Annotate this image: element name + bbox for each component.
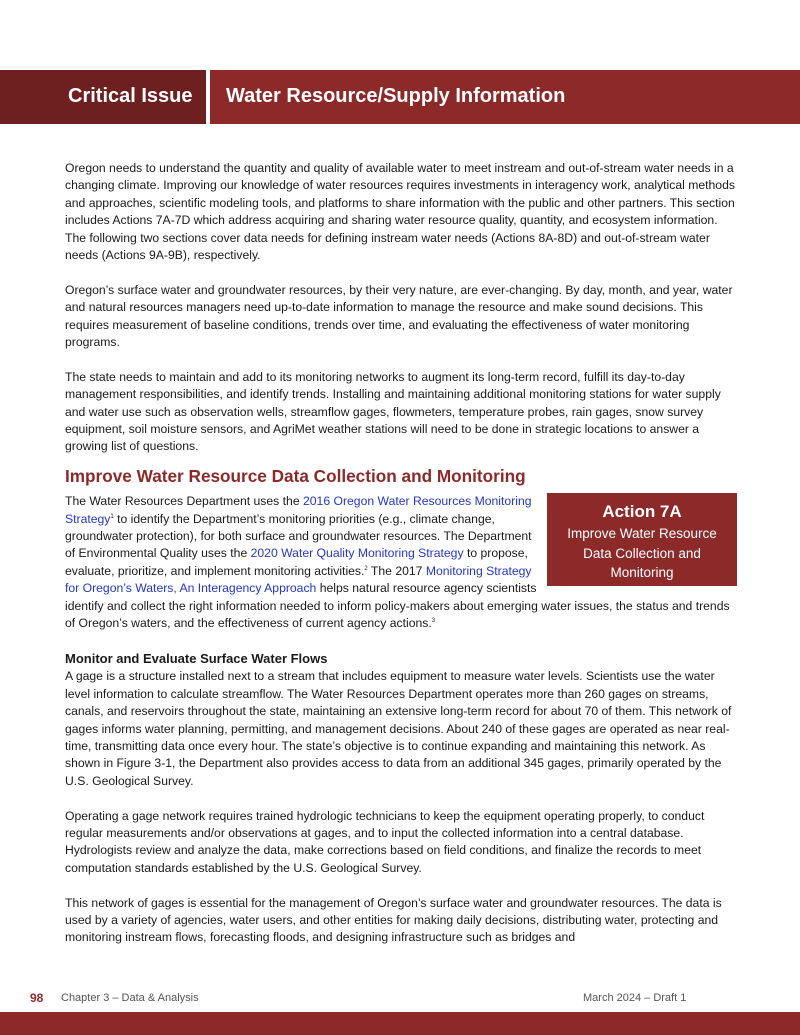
water-quality-strategy-2020-link[interactable]: 2020 Water Quality Monitoring Strategy [250, 546, 464, 561]
intro-paragraph-3: The state needs to maintain and add to its monitoring networks to augment its long-term record, fulfill its day-to-day management responsibilities, and identify trends. Installing and maintaining additional monitoring stations for water supply and water use such as observation wells, streamflow gages, flowmeters, temperature probes, rain gages, snow survey equipment, soil moisture sensors, and AgriMet weather stations will need to be done in strategic locations to answer a growing list of questions. [65, 369, 721, 454]
footer-bar [0, 1012, 800, 1035]
subsection-paragraph-1: A gage is a structure installed next to a stream that includes equipment to measure water levels. Scientists use the water level information to calculate streamflow. The Water Resources Department operates more than 260 gages on streams, canals, and reservoirs throughout the state, maintaining an extensive long-term record for about 70 of them. This network of gages informs water planning, permitting, and management decisions. About 240 of these gages are operated as near real-time, transmitting data once every hour. The state’s objective is to continue expanding and maintaining this network. As shown in Figure 3-1, the Department also provides access to data from an additional 345 gages, primarily operated by the U.S. Geological Survey. [65, 669, 732, 788]
text-run: helps natural resource agency scientists identify and collect the right information needed to inform policy-makers about emerging water issues, the status and trends of Oregon’s waters, and the effectiveness of current agency actions. [65, 581, 730, 631]
subsection-paragraph-3: This network of gages is essential for the management of Oregon’s surface water and groundwater resources. The data is used by a variety of agencies, water users, and other entities for making daily decisions, distributing water, protecting and monitoring instream flows, forecasting floods, and designing infrastructure such as bridges and [65, 895, 722, 945]
page-number: 98 [30, 991, 44, 1005]
text-run: The 2017 [367, 563, 426, 578]
text-run: to identify the Department’s monitoring priorities (e.g., climate change, groundwater protection), for both surface and groundwater resources. The Department of Environmental Quality uses the [65, 511, 532, 561]
footnote-ref-1[interactable]: 1 [110, 513, 114, 520]
footnote-ref-3[interactable]: 3 [431, 618, 436, 625]
text-run: The Water Resources Department uses the [65, 494, 303, 509]
intro-paragraph-1: Oregon needs to understand the quantity and quality of available water to meet instream and out-of-stream water needs in a changing climate. Improving our knowledge of water resources requires investments in interagency work, analytical methods and approaches, scientific modeling tools, and platforms to share information with the public and other partners. This section includes Actions 7A-7D which address acquiring and sharing water resource quality, quantity, and ecosystem information. The following two sections cover data needs for defining instream water needs (Actions 8A-8D) and out-of-stream water needs (Actions 9A-9B), respectively. [65, 161, 735, 263]
footer-chapter: Chapter 3 – Data & Analysis [61, 992, 199, 1004]
action-code: Action 7A [602, 502, 682, 522]
subsection-heading: Monitor and Evaluate Surface Water Flows [65, 650, 328, 666]
page-title: Water Resource/Supply Information [226, 85, 566, 107]
action-title: Improve Water Resource Data Collection and Monitoring [567, 526, 717, 581]
footnote-ref-2[interactable]: 2 [364, 565, 368, 572]
main-content [65, 160, 737, 964]
footer-date: March 2024 – Draft 1 [583, 992, 687, 1004]
interagency-strategy-link[interactable]: Monitoring Strategy for Oregon’s Waters, An Interagency Approach [65, 563, 532, 596]
banner-divider [206, 70, 210, 124]
section-heading: Improve Water Resource Data Collection and Monitoring [65, 466, 526, 487]
intro-paragraph-2: Oregon’s surface water and groundwater resources, by their very nature, are ever-changing. By day, month, and year, water and natural resources managers need up-to-date information to manage the resource and make sound decisions. This requires measurement of baseline conditions, trends over time, and evaluating the effectiveness of water monitoring programs. [65, 282, 733, 350]
action-callout [547, 493, 737, 586]
text-run: to propose, evaluate, prioritize, and implement monitoring activities. [65, 546, 528, 578]
header-banner [0, 70, 800, 124]
subsection-paragraph-2: Operating a gage network requires trained hydrologic technicians to keep the equipment operating properly, to conduct regular measurements and/or observations at gages, and to input the collected information into a central database. Hydrologists review and analyze the data, make corrections based on field conditions, and finalize the records to meet computation standards established by the U.S. Geological Survey. [65, 808, 705, 875]
critical-issue-label: Critical Issue [68, 85, 193, 107]
monitoring-strategy-2016-link[interactable]: 2016 Oregon Water Resources Monitoring Strategy [65, 494, 532, 526]
